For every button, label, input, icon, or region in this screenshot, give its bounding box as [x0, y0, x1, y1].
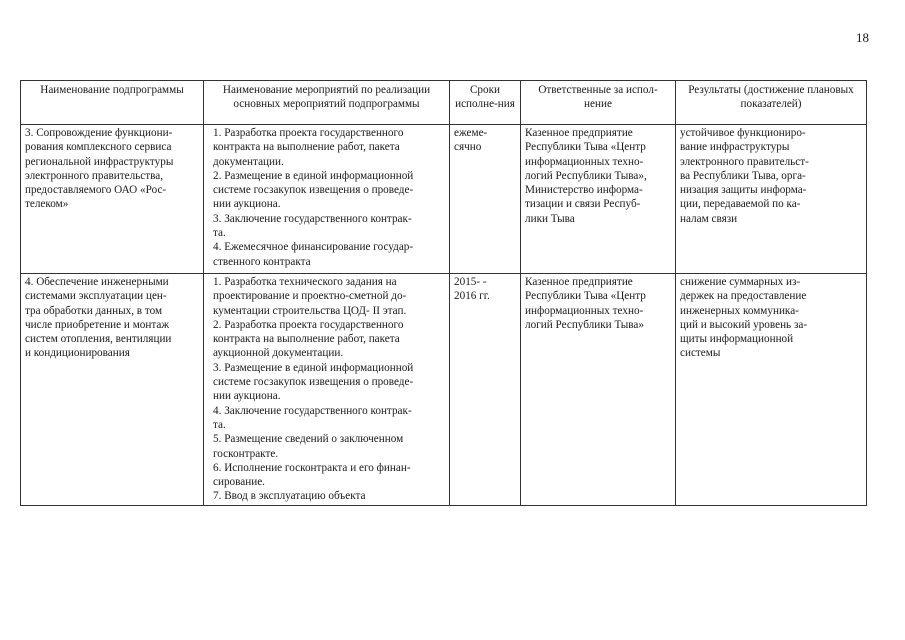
activity-item: 2. Размещение в единой информационной системе госзакупок извещения о проведе- нии аукциона. — [213, 169, 414, 211]
activity-item: 6. Исполнение госконтракта и его финан- сирование. — [213, 461, 411, 489]
activity-item: 3. Размещение в единой информационной системе госзакупок извещения о проведе- нии аукциона. — [213, 361, 414, 403]
subprogram-text: 4. Обеспечение инженерными системами эксплуатации цен- тра обработки данных, в том числе приобретение и монтаж систем отопления, вентиляции и кондиционирования — [25, 276, 172, 360]
header-results: Результаты (достижение плановых показателей) — [676, 81, 867, 125]
table-row — [21, 125, 867, 274]
activities-cell — [204, 274, 450, 506]
term-text: ежеме- сячно — [454, 127, 488, 154]
activities-cell — [204, 125, 450, 274]
header-activities: Наименование мероприятий по реализации основных мероприятий подпрограммы — [204, 81, 450, 125]
activity-item: 7. Ввод в эксплуатацию объекта — [213, 490, 366, 503]
results-text: снижение суммарных из- держек на предоставление инженерных коммуника- ций и высокий уровень за- щиты информационной системы — [680, 276, 808, 360]
results-cell — [676, 125, 867, 274]
activity-item: 4. Заключение государственного контрак- та. — [213, 404, 412, 431]
subprogram-cell — [21, 274, 204, 506]
activity-item: 1. Разработка проекта государственного контракта на выполнение работ, пакета документации. — [213, 127, 404, 168]
responsible-cell — [521, 274, 676, 506]
responsible-cell — [521, 125, 676, 274]
subprogram-cell — [21, 125, 204, 274]
results-cell — [676, 274, 867, 506]
table-row — [21, 274, 867, 506]
term-cell — [450, 274, 521, 506]
header-subprogram: Наименование подпрограммы — [21, 81, 204, 125]
term-cell — [450, 125, 521, 274]
header-term: Сроки исполне-ния — [450, 81, 521, 125]
results-text: устойчивое функциониро- вание инфраструктуры электронного правительст- ва Республики Тыва, орга- низация защиты информа- ции, передаваемой по ка- налам связи — [680, 127, 809, 225]
header-responsible: Ответственные за испол-нение — [521, 81, 676, 125]
activity-item: 5. Размещение сведений о заключенном госконтракте. — [213, 433, 404, 460]
activity-item: 1. Разработка технического задания на проектирование и проектно-сметной до- кументации строительства ЦОД- II этап. — [213, 276, 407, 317]
table-header-row — [21, 81, 867, 125]
responsible-text: Казенное предприятие Республики Тыва «Центр информационных техно- логий Республики Тыва», Министерство информа- тизации и связи Респуб- лики Тыва — [525, 127, 647, 225]
activity-item: 3. Заключение государственного контрак- та. — [213, 212, 412, 240]
measures-table — [20, 80, 867, 506]
page-number: 18 — [856, 30, 869, 45]
subprogram-text: 3. Сопровождение функциони- рования комплексного сервиса региональной инфраструктуры электронного правительства, предоставляемого ОАО «Рос- телеком» — [25, 127, 174, 211]
activity-item: 4. Ежемесячное финансирование государ- ственного контракта — [213, 241, 414, 268]
activity-item: 2. Разработка проекта государственного контракта на выполнение работ, пакета аукционной документации. — [213, 318, 404, 360]
term-text: 2015- - 2016 гг. — [454, 276, 490, 303]
responsible-text: Казенное предприятие Республики Тыва «Центр информационных техно- логий Республики Тыва» — [525, 276, 646, 331]
